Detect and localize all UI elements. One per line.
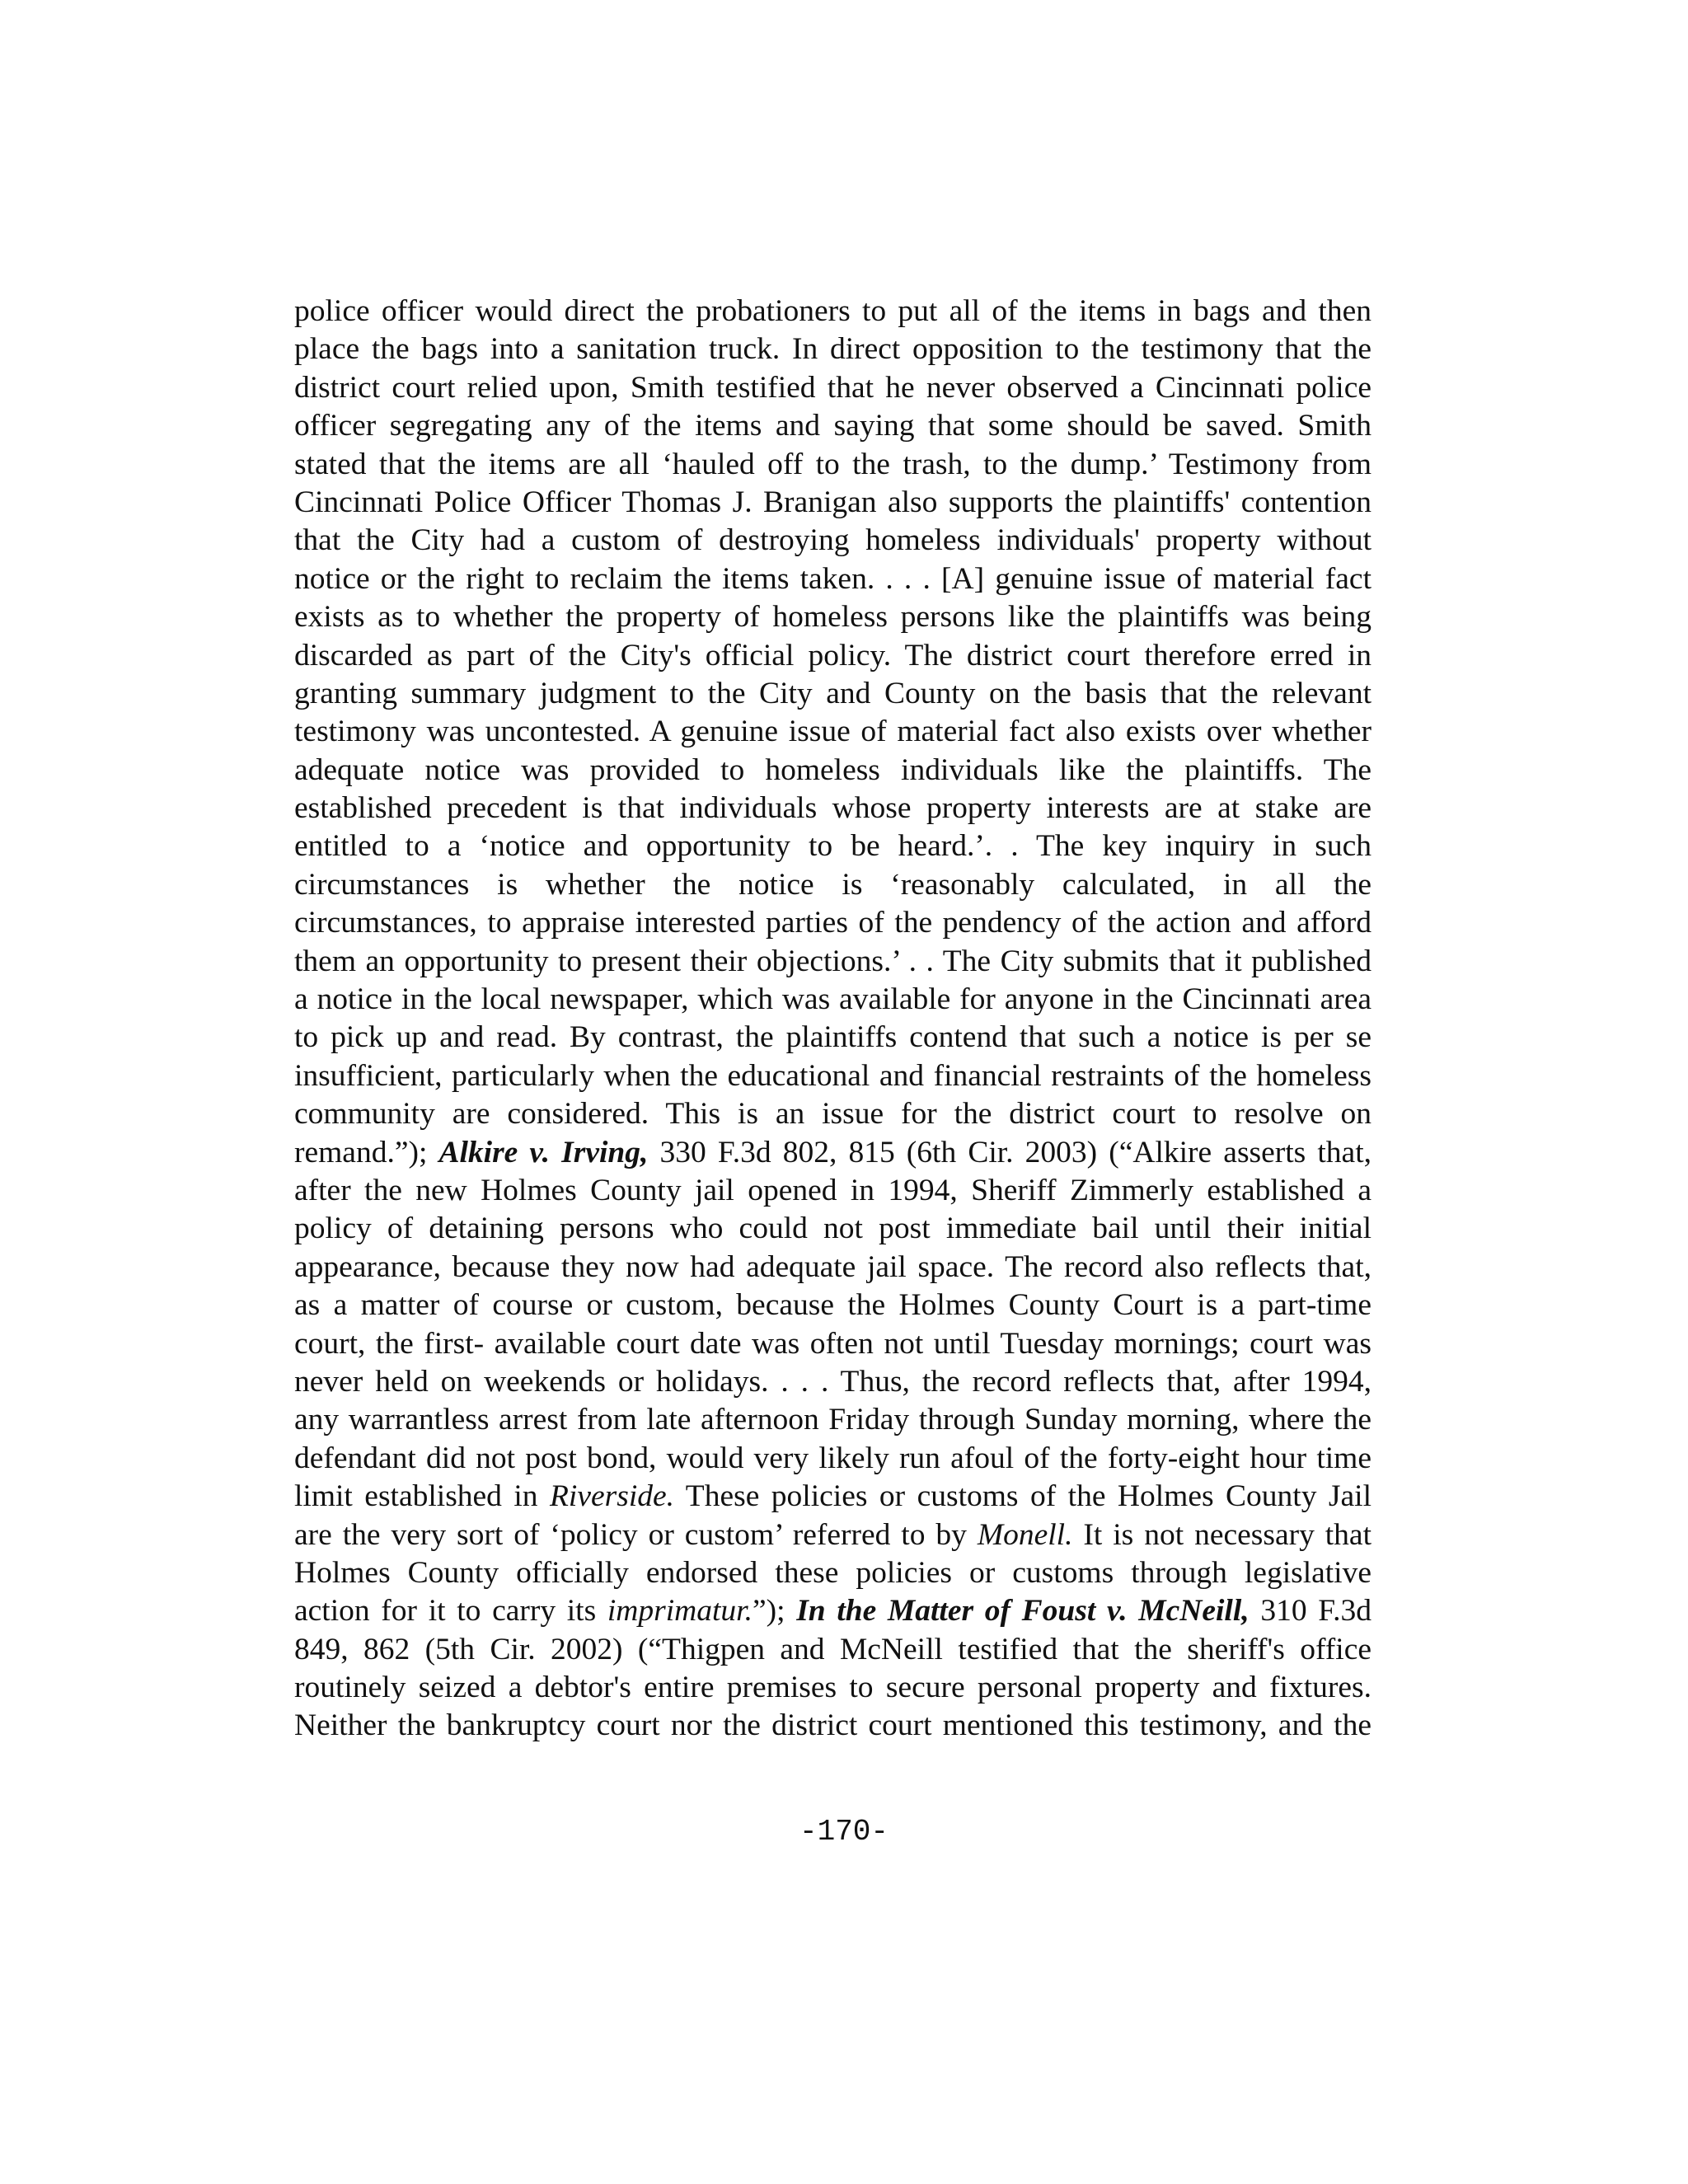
text-line <box>294 330 1372 368</box>
text-segment: are the very sort of ‘policy or custom’ referred to by <box>294 1517 978 1552</box>
text-segment: officer segregating any of the items and saying that some should be saved. Smith <box>294 409 1372 443</box>
text-line <box>294 866 1372 904</box>
text-segment: district court relied upon, Smith testified that he never observed a Cincinnati police <box>294 370 1372 405</box>
text-line <box>294 981 1372 1019</box>
text-segment: Cincinnati Police Officer Thomas J. Branigan also supports the plaintiffs' contention <box>294 485 1372 519</box>
text-segment: Holmes County officially endorsed these policies or customs through legislative <box>294 1555 1372 1590</box>
text-line <box>294 675 1372 713</box>
text-line <box>294 1057 1372 1095</box>
text-line <box>294 1019 1372 1057</box>
text-segment: as a matter of course or custom, because the Holmes County Court is a part-time <box>294 1288 1372 1323</box>
text-line <box>294 1478 1372 1516</box>
text-segment: 310 F.3d <box>1249 1594 1372 1629</box>
text-segment: a notice in the local newspaper, which was available for anyone in the Cincinnati area <box>294 982 1372 1017</box>
text-line <box>294 1095 1372 1133</box>
text-segment: place the bags into a sanitation truck. In direct opposition to the testimony that the <box>294 332 1372 367</box>
text-line <box>294 1325 1372 1363</box>
text-segment: insufficient, particularly when the educational and financial restraints of the homeless <box>294 1058 1372 1093</box>
text-line <box>294 1516 1372 1554</box>
italic-term: Riverside. <box>550 1479 675 1514</box>
text-line <box>294 369 1372 407</box>
text-line <box>294 598 1372 636</box>
body-text <box>294 293 1372 1746</box>
text-line <box>294 1707 1372 1745</box>
text-segment: established precedent is that individuals whose property interests are at stake are <box>294 791 1372 826</box>
text-segment: ”); <box>752 1594 797 1629</box>
text-line <box>294 790 1372 827</box>
text-line <box>294 1440 1372 1478</box>
text-segment: entitled to a ‘notice and opportunity to be heard.’. . The key inquiry in such <box>294 829 1372 864</box>
text-segment: adequate notice was provided to homeless individuals like the plaintiffs. The <box>294 752 1372 787</box>
text-line <box>294 904 1372 942</box>
text-line <box>294 1286 1372 1324</box>
text-segment: discarded as part of the City's official policy. The district court therefore erred in <box>294 638 1372 673</box>
text-segment: circumstances is whether the notice is ‘reasonably calculated, in all the <box>294 867 1372 902</box>
text-segment: These policies or customs of the Holmes County Jail <box>674 1479 1372 1514</box>
text-line <box>294 560 1372 598</box>
case-citation: In the Matter of Foust v. McNeill, <box>796 1594 1250 1629</box>
text-line <box>294 1401 1372 1439</box>
text-segment: testimony was uncontested. A genuine issue of material fact also exists over whether <box>294 715 1372 749</box>
text-segment: limit established in <box>294 1479 551 1514</box>
text-segment: stated that the items are all ‘hauled off to the trash, to the dump.’ Testimony from <box>294 447 1372 481</box>
text-segment: action for it to carry its <box>294 1594 607 1629</box>
text-segment: policy of detaining persons who could not post immediate bail until their initial <box>294 1212 1372 1246</box>
text-segment: 849, 862 (5th Cir. 2002) (“Thigpen and McNeill testified that the sheriff's office <box>294 1632 1372 1666</box>
text-segment: It is not necessary that <box>1072 1517 1372 1552</box>
text-line <box>294 1592 1372 1630</box>
text-line <box>294 1363 1372 1401</box>
italic-term: Monell. <box>977 1517 1073 1552</box>
text-line <box>294 484 1372 522</box>
text-segment: to pick up and read. By contrast, the plaintiffs contend that such a notice is per se <box>294 1020 1372 1055</box>
text-segment: exists as to whether the property of homeless persons like the plaintiffs was being <box>294 600 1372 635</box>
text-line <box>294 522 1372 560</box>
text-segment: community are considered. This is an issue for the district court to resolve on <box>294 1097 1372 1132</box>
text-line <box>294 637 1372 675</box>
case-citation: Alkire v. Irving, <box>438 1135 649 1169</box>
text-line <box>294 1134 1372 1172</box>
text-segment: Neither the bankruptcy court nor the district court mentioned this testimony, and the <box>294 1708 1372 1743</box>
text-line <box>294 1554 1372 1592</box>
text-segment: defendant did not post bond, would very likely run afoul of the forty-eight hour time <box>294 1441 1372 1475</box>
text-line <box>294 1210 1372 1248</box>
text-segment: police officer would direct the probationers to put all of the items in bags and then <box>294 294 1372 328</box>
text-line <box>294 943 1372 981</box>
text-segment: court, the first- available court date was often not until Tuesday mornings; court was <box>294 1326 1372 1361</box>
italic-term: imprimatur. <box>607 1594 753 1629</box>
text-segment: remand.”); <box>294 1135 439 1169</box>
text-segment: any warrantless arrest from late afternoon Friday through Sunday morning, where the <box>294 1403 1372 1437</box>
text-line <box>294 827 1372 865</box>
text-segment: 330 F.3d 802, 815 (6th Cir. 2003) (“Alkire asserts that, <box>648 1135 1372 1169</box>
text-segment: notice or the right to reclaim the items taken. . . . [A] genuine issue of material fact <box>294 561 1372 596</box>
text-line <box>294 407 1372 445</box>
text-segment: never held on weekends or holidays. . . . Thus, the record reflects that, after 1994, <box>294 1364 1372 1399</box>
text-segment: routinely seized a debtor's entire premises to secure personal property and fixtures. <box>294 1671 1372 1705</box>
text-line <box>294 752 1372 790</box>
text-segment: appearance, because they now had adequate jail space. The record also reflects that, <box>294 1249 1372 1284</box>
text-line <box>294 1669 1372 1707</box>
text-segment: circumstances, to appraise interested parties of the pendency of the action and afford <box>294 906 1372 940</box>
text-segment: granting summary judgment to the City and County on the basis that the relevant <box>294 676 1372 710</box>
page-number: -170- <box>799 1815 889 1849</box>
text-segment: that the City had a custom of destroying homeless individuals' property without <box>294 523 1372 558</box>
text-line <box>294 1249 1372 1286</box>
text-line <box>294 446 1372 484</box>
text-segment: them an opportunity to present their objections.’ . . The City submits that it published <box>294 944 1372 978</box>
text-segment: after the new Holmes County jail opened in 1994, Sheriff Zimmerly established a <box>294 1173 1372 1207</box>
text-line <box>294 1631 1372 1669</box>
text-line <box>294 1172 1372 1210</box>
text-line <box>294 293 1372 330</box>
text-line <box>294 713 1372 751</box>
